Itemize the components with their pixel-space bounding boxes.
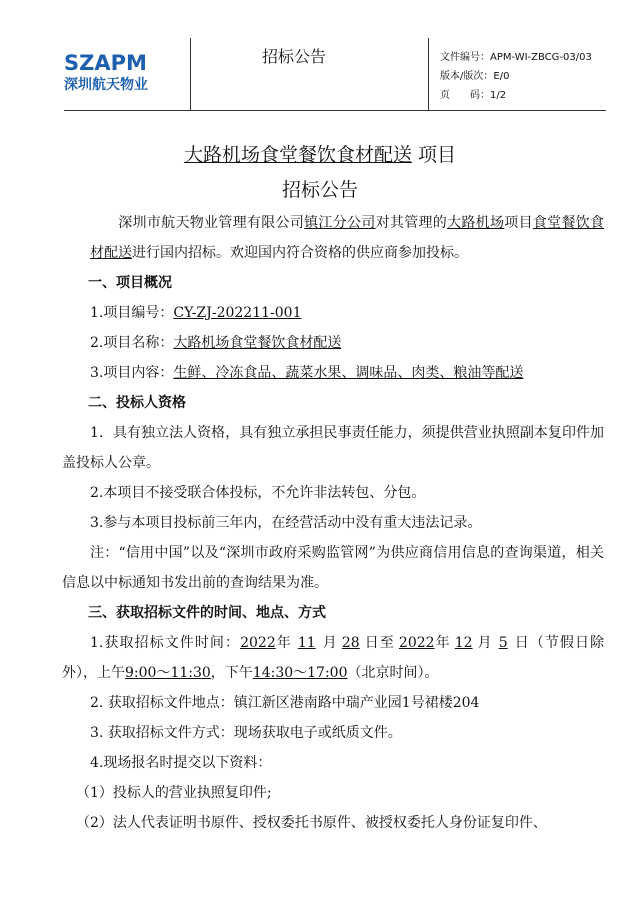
intro-text: 项目 <box>504 215 533 231</box>
doc-number-row <box>440 48 592 67</box>
header-divider <box>190 38 191 110</box>
beijing-time-note: （北京时间）。 <box>347 665 439 681</box>
end-day: 5 <box>498 635 508 651</box>
afternoon-hours: 14:30～17:00 <box>252 665 348 681</box>
page-row <box>440 86 592 105</box>
project-code-label: 1.项目编号： <box>90 305 174 321</box>
intro-text: 深圳市航天物业管理有限公司 <box>118 215 305 231</box>
month-char: 月 <box>321 635 338 651</box>
qualification-item-2: 2.本项目不接受联合体投标，不允许非法转包、分包。 <box>90 485 426 501</box>
start-year: 2022 <box>240 635 276 651</box>
project-content-line <box>90 358 604 388</box>
project-name-value: 大路机场食堂餐饮食材配送 <box>173 335 342 351</box>
acquisition-place: 2. 获取招标文件地点：镇江新区港南路中瑞产业园1号裙楼204 <box>90 695 480 711</box>
intro-text: 对其管理的 <box>375 215 448 231</box>
project-title <box>0 140 640 167</box>
submission-doc-2: （2）法人代表证明书原件、授权委托书原件、被授权委托人身份证复印件、 <box>76 815 547 831</box>
project-code: CY-ZJ-202211-001 <box>173 305 302 321</box>
start-month: 11 <box>297 635 316 651</box>
version-label: 版本/版次： <box>440 71 494 82</box>
project-content-label: 3.项目内容： <box>90 365 174 381</box>
acquisition-time <box>62 628 604 688</box>
section-2-heading: 二、投标人资格 <box>88 395 186 411</box>
qualification-item-3: 3.参与本项目投标前三年内，在经营活动中没有重大违法记录。 <box>90 515 482 531</box>
morning-hours: 9:00～11:30 <box>125 665 211 681</box>
header-underline <box>64 110 606 111</box>
branch-name: 镇江分公司 <box>304 215 376 231</box>
intro-text: 进行国内招标。欢迎国内符合资格的供应商参加投标。 <box>132 245 468 261</box>
header-title: 招标公告 <box>262 47 327 66</box>
logo-mark: SZAPM <box>64 51 147 75</box>
logo-company-name: 深圳航天物业 <box>64 77 148 93</box>
version-row <box>440 67 592 86</box>
month-char: 月 <box>476 635 493 651</box>
document-header <box>0 0 640 112</box>
page-label: 页 码： <box>440 90 490 101</box>
project-code-line <box>90 298 604 328</box>
project-name-line <box>90 328 604 358</box>
page-number: 1/2 <box>490 90 507 101</box>
header-divider <box>428 38 429 110</box>
announcement-title: 招标公告 <box>281 179 358 201</box>
time-label: 1.获取招标文件时间： <box>90 635 241 651</box>
item-name: 食堂餐饮食材配送 <box>90 215 605 261</box>
document-body <box>62 208 605 838</box>
start-day: 28 <box>341 635 360 651</box>
day-char: 日 <box>513 635 530 651</box>
end-month: 12 <box>454 635 473 651</box>
submission-doc-1: （1）投标人的营业执照复印件; <box>76 785 272 801</box>
project-suffix: 项目 <box>411 144 457 166</box>
site-name: 大路机场 <box>447 215 505 231</box>
section-1-heading: 一、项目概况 <box>88 275 172 291</box>
holiday-note: （节假日除外），上午 <box>62 635 605 681</box>
doc-number-label: 文件编号： <box>440 52 490 63</box>
submission-intro: 4.现场报名时提交以下资料： <box>90 755 272 771</box>
qualification-note: 注：“信用中国”以及“深圳市政府采购监管网”为供应商信用信息的查询渠道，相关信息以中标通知书发出前的查询结果为准。 <box>62 545 604 591</box>
year-char: 年 <box>275 635 292 651</box>
project-name: 大路机场食堂餐饮食材配送 <box>183 144 412 166</box>
version: E/0 <box>493 71 510 82</box>
doc-number: APM-WI-ZBCG-03/03 <box>490 52 592 63</box>
intro-paragraph <box>62 208 604 268</box>
project-name-label: 2.项目名称： <box>90 335 174 351</box>
acquisition-method: 3. 获取招标文件方式：现场获取电子或纸质文件。 <box>90 725 402 741</box>
end-year: 2022 <box>398 635 435 651</box>
company-logo <box>64 52 174 102</box>
section-3-heading: 三、获取招标文件的时间、地点、方式 <box>88 605 326 621</box>
project-content-value: 生鲜、冷冻食品、蔬菜水果、调味品、肉类、粮油等配送 <box>173 365 524 381</box>
day-to-char: 日至 <box>363 635 395 651</box>
year-char: 年 <box>434 635 451 651</box>
document-meta <box>440 48 592 105</box>
afternoon-label: ，下午 <box>210 665 253 681</box>
qualification-item-1: 1．具有独立法人资格，具有独立承担民事责任能力，须提供营业执照副本复印件加盖投标人公章。 <box>62 425 604 471</box>
